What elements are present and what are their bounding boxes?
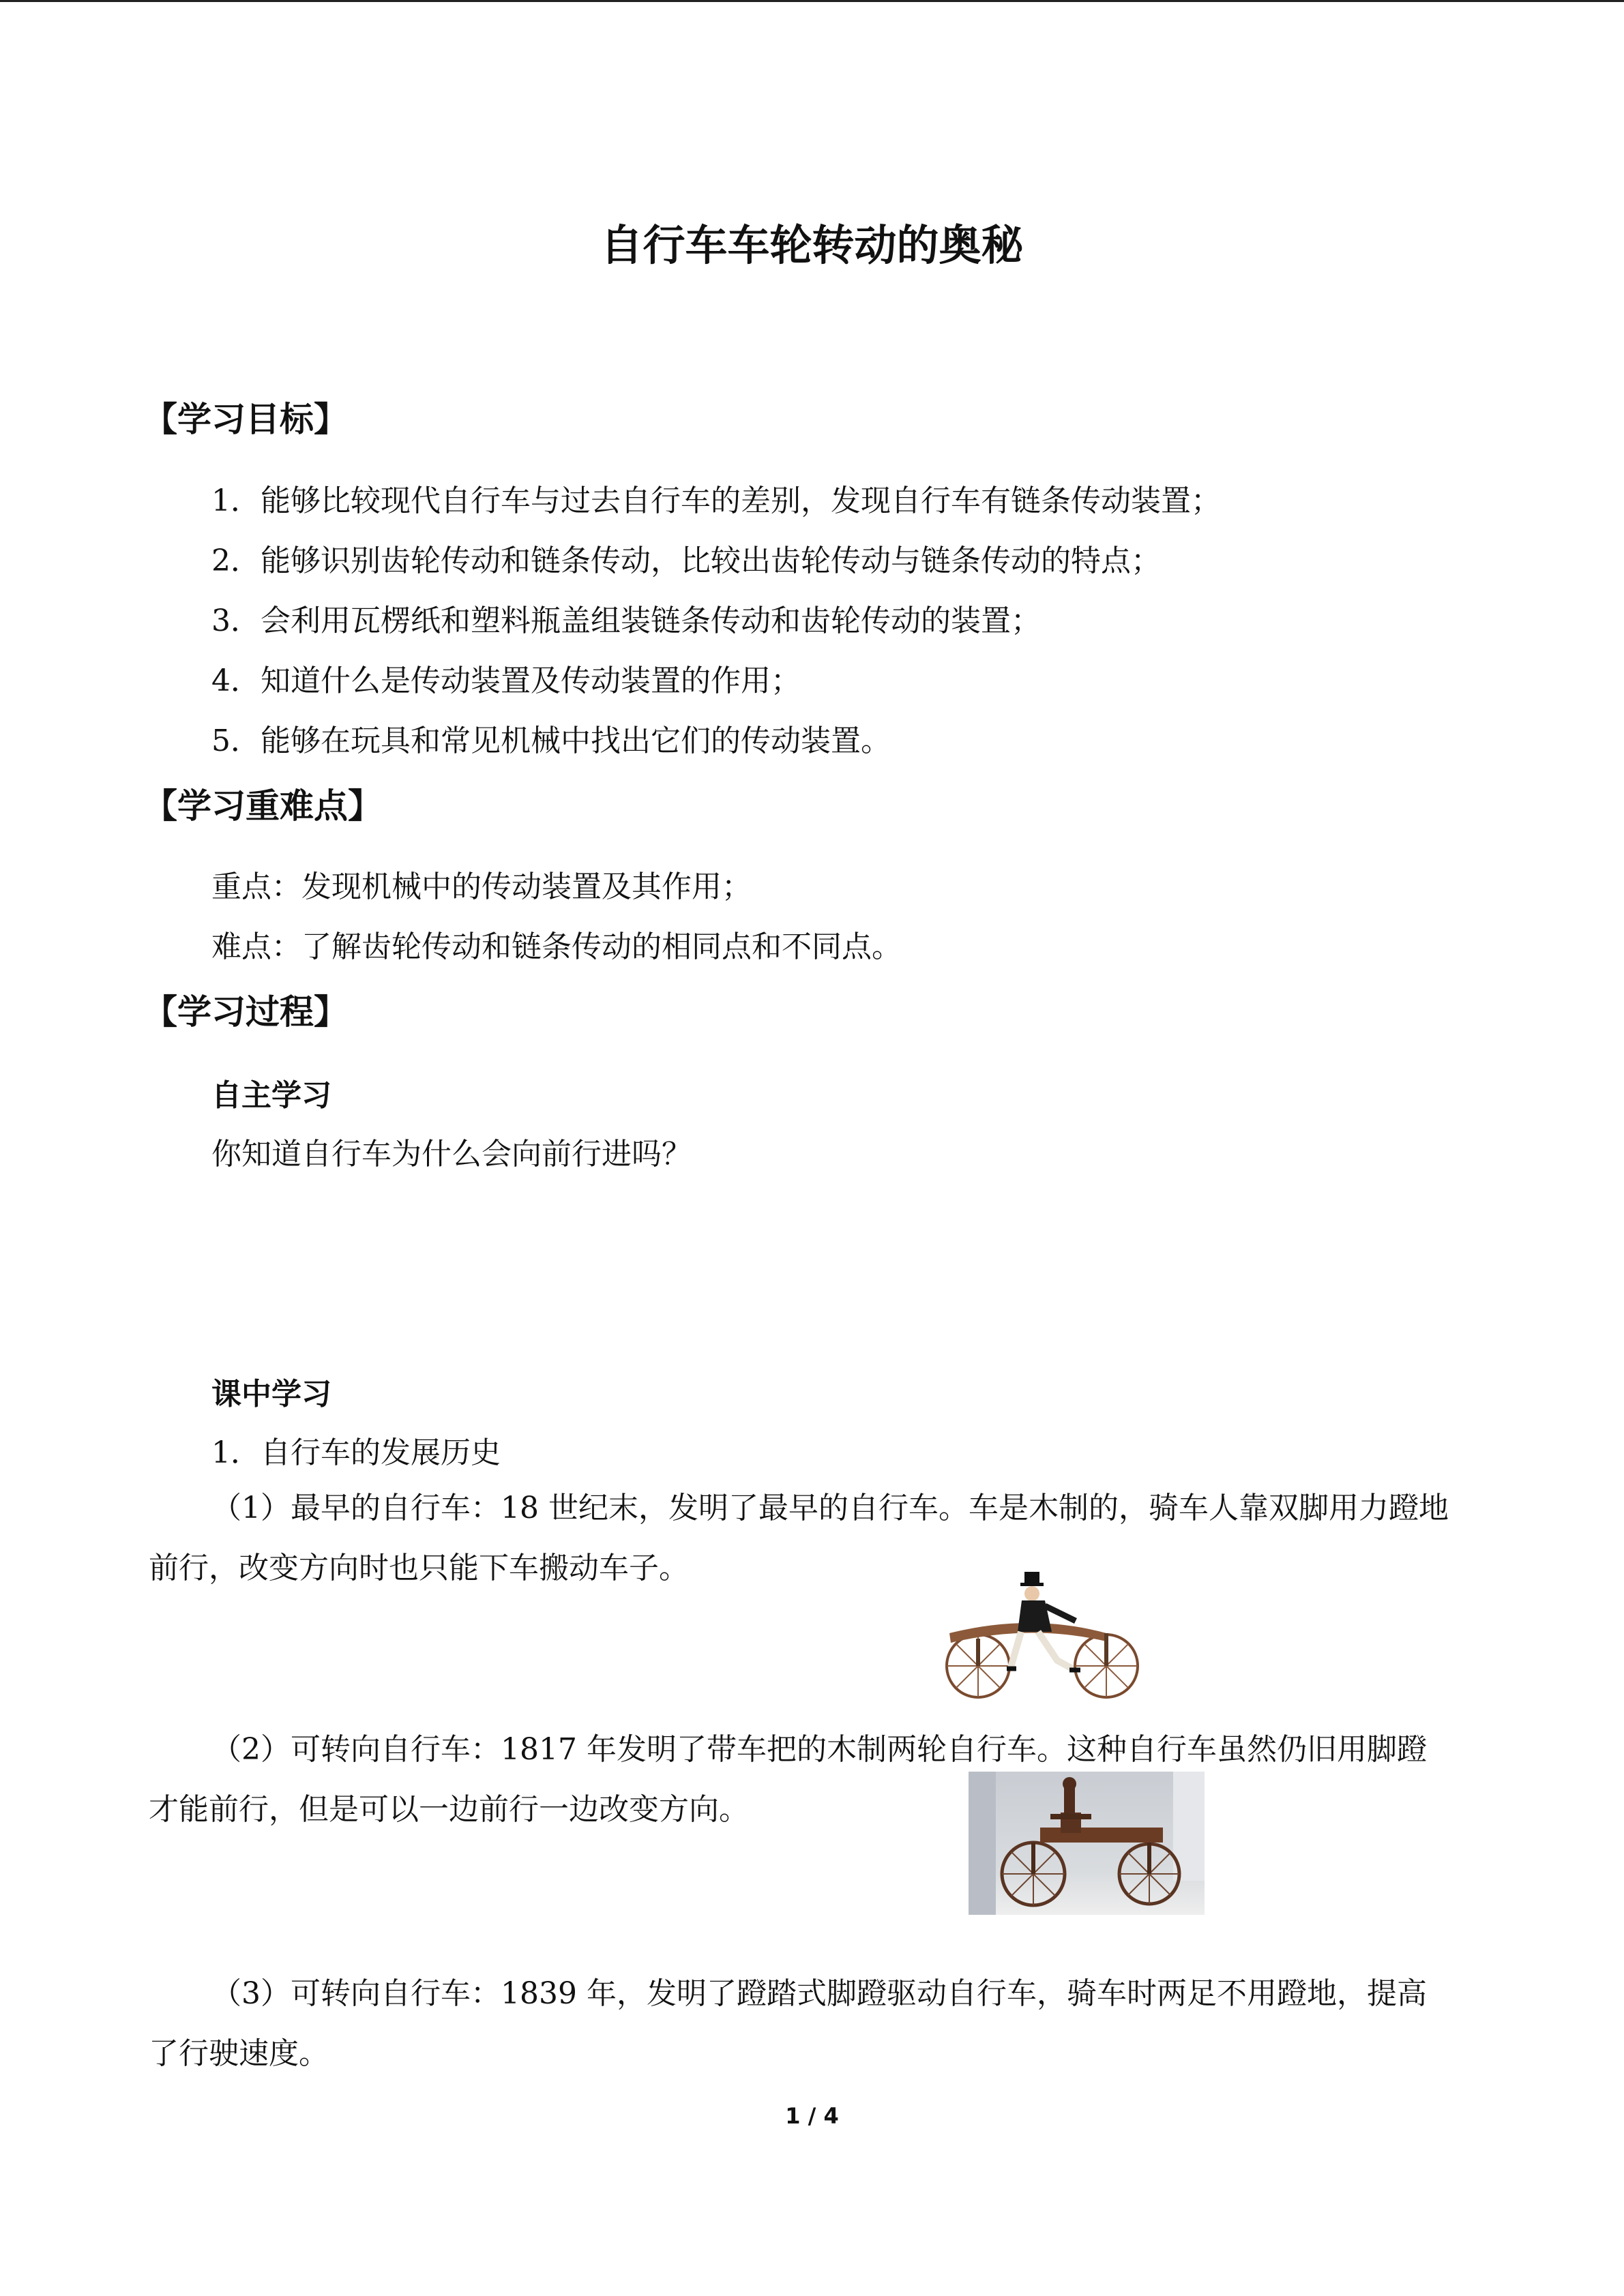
history-paragraph-2: （2）可转向自行车：1817 年发明了带车把的木制两轮自行车。这种自行车虽然仍旧用脚蹬才能前行，但是可以一边前行一边改变方向。 [149, 1732, 1427, 1827]
objective-item: 1．能够比较现代自行车与过去自行车的差别，发现自行车有链条传动装置； [211, 483, 1221, 518]
objective-item: 2．能够识别齿轮传动和链条传动，比较出齿轮传动与链条传动的特点； [211, 543, 1161, 578]
self-study-heading: 自主学习 [211, 1078, 331, 1113]
section-heading-keypoints: 【学习重难点】 [143, 786, 382, 826]
section-heading-objectives: 【学习目标】 [143, 400, 348, 439]
history-heading: 1．自行车的发展历史 [211, 1435, 501, 1470]
self-study-question: 你知道自行车为什么会向前行进吗？ [211, 1137, 692, 1172]
steerable-bicycle-image [969, 1772, 1205, 1915]
page-number: 1 / 4 [785, 2103, 839, 2129]
class-study-heading: 课中学习 [211, 1377, 331, 1412]
keypoint-text: 重点：发现机械中的传动装置及其作用； [211, 869, 752, 904]
page-top-border [0, 0, 1624, 2]
history-paragraph-3: （3）可转向自行车：1839 年，发明了蹬踏式脚蹬驱动自行车，骑车时两足不用蹬地，提高了行驶速度。 [149, 1976, 1427, 2071]
objective-item: 5．能够在玩具和常见机械中找出它们的传动装置。 [211, 724, 891, 758]
difficulty-text: 难点：了解齿轮传动和链条传动的相同点和不同点。 [211, 929, 902, 964]
objective-item: 4．知道什么是传动装置及传动装置的作用； [211, 664, 801, 698]
early-bicycle-image [936, 1558, 1154, 1701]
section-heading-process: 【学习过程】 [143, 992, 348, 1032]
objective-item: 3．会利用瓦楞纸和塑料瓶盖组装链条传动和齿轮传动的装置； [211, 603, 1041, 638]
document-title: 自行车车轮转动的奥秘 [600, 220, 1024, 270]
history-paragraph-1: （1）最早的自行车：18 世纪末，发明了最早的自行车。车是木制的，骑车人靠双脚用力蹬地前行，改变方向时也只能下车搬动车子。 [149, 1491, 1449, 1585]
